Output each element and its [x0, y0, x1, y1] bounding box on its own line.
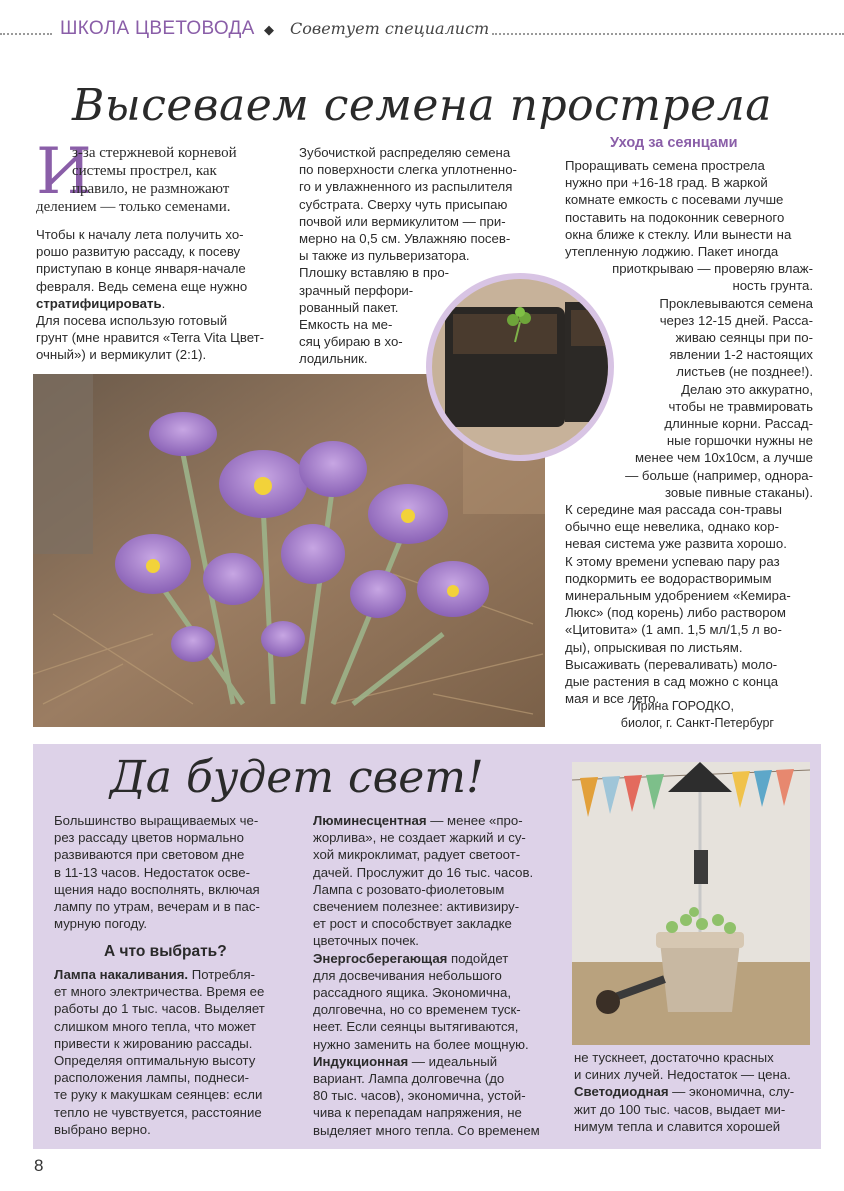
seedling-pot-photo [425, 272, 615, 462]
text-line: обычно еще невелика, однако кор- [565, 519, 779, 535]
text-line: по поверхности слегка уплотненно- [299, 162, 517, 178]
text-line: февраля. Ведь семена еще нужно [36, 278, 248, 294]
bold-term: Энергосберегающая [313, 950, 448, 966]
text-line: рованный пакет. [299, 299, 399, 315]
text-line: мурную погоду. [54, 916, 148, 932]
text-line: субстрата. Сверху чуть присыпаю [299, 196, 508, 212]
text-line: Плошку вставляю в про- [299, 265, 450, 281]
text-line: зовые пивные стаканы). [664, 484, 813, 500]
text-line: дые растения в сад можно с конца [565, 674, 779, 690]
text-line: — больше (например, однора- [625, 467, 813, 483]
text-line: вариант. Лампа долговечна (до [313, 1071, 505, 1087]
text-line: Люминесцентная — менее «про- [313, 813, 523, 828]
text-line: подкормить ее водорастворимым [565, 570, 772, 586]
text-line: живаю сеянцы при по- [675, 330, 813, 346]
text-line: Чтобы к началу лета получить хо- [36, 227, 244, 242]
text-line: Делаю это аккуратно, [681, 381, 813, 397]
author-name: Ирина ГОРОДКО, [631, 699, 734, 713]
section-title: ШКОЛА ЦВЕТОВОДА [60, 18, 255, 39]
text-line: работы до 1 тыс. часов. Выделяет [54, 1001, 265, 1017]
article1-lead-paragraph [36, 144, 286, 216]
text-line: менее чем 10х10см, а лучше [635, 450, 813, 466]
text-line: стратифицировать. [36, 295, 166, 311]
lamp-types-paragraph [313, 812, 555, 1139]
text-line: Светодиодная — экономична, слу- [574, 1084, 795, 1100]
text-line: очный») и вермикулит (2:1). [36, 347, 207, 363]
text-line: рассадного ящика. Экономична, [313, 985, 512, 1001]
text-line: Для посева использую готовый [36, 313, 228, 329]
text-line: системы прострел, как [72, 163, 217, 179]
text-line: К середине мая рассада сон-травы [565, 502, 783, 518]
text-line: для досвечивания небольшого [313, 967, 502, 983]
text-line: рез рассаду цветов нормально [54, 830, 244, 846]
text-line: зрачный перфори- [299, 282, 414, 298]
bold-term: Индукционная [313, 1053, 409, 1069]
text-line: выбрано верно. [54, 1121, 151, 1137]
text-line: рошо развитую рассаду, к посеву [36, 244, 241, 260]
text-line: нимум тепла и славится хорошей [574, 1118, 781, 1134]
bold-term: Люминесцентная [313, 813, 427, 828]
text-line: К этому времени успеваю пару раз [565, 553, 780, 569]
bold-term: Лампа накаливания. [54, 967, 189, 982]
text-line: комнате емкость с посевами лучше [565, 192, 784, 208]
article-title: Высеваем семена прострела [72, 80, 772, 131]
text-line: свечением полезнее: активизиру- [313, 899, 520, 915]
text-line: хой микроклимат, радует светоот- [313, 847, 521, 863]
text-line: Лампа с розовато-фиолетовым [313, 881, 505, 897]
text-line: минеральным удобрением «Кемира- [565, 588, 791, 604]
text-line: чтобы не травмировать [668, 398, 813, 414]
author-role: биолог, г. Санкт-Петербург [620, 716, 774, 730]
text-line: ет рост и способствует закладке [313, 916, 512, 932]
text-line: Высаживать (переваливать) моло- [565, 656, 778, 672]
text-line: лодильник. [299, 351, 368, 367]
text-line: невая система уже развита хорошо. [565, 536, 787, 552]
text-line: и синих лучей. Недостаток — цена. [574, 1067, 791, 1083]
text-line: го и увлажненного из распылителя [299, 179, 513, 195]
text-line: лампу по утрам, вечерам и в пас- [54, 899, 260, 915]
text-line: мая и все лето. [565, 691, 660, 707]
text-line: жит до 100 тыс. часов, выдает ми- [574, 1101, 786, 1117]
text-line: ные горшочки нужны не [666, 433, 813, 449]
text-line: явлении 1-2 настоящих [669, 347, 813, 363]
text-line: поставить на подоконник северного [565, 209, 785, 225]
text-line: долговечна, но со временем туск- [313, 1002, 521, 1018]
text-line: з-за стержневой корневой [72, 145, 237, 161]
text-line: длинные корни. Рассад- [664, 416, 813, 432]
text-line: Индукционная — идеальный [313, 1053, 498, 1069]
text-line: грунт (мне нравится «Terra Vita Цвет- [36, 330, 265, 346]
article1-subheading-care: Уход за сеянцами [610, 135, 738, 151]
text-line: приступаю в конце января-начале [36, 261, 246, 277]
text-line: «Цитовита» (1 амп. 1,5 мл/1,5 л во- [565, 622, 782, 638]
text-line: ность грунта. [732, 278, 813, 294]
bold-term: Светодиодная [574, 1084, 669, 1100]
text-line: Энергосберегающая подойдет [313, 950, 509, 966]
text-line: Зубочисткой распределяю семена [299, 145, 511, 160]
led-lamp-paragraph [574, 1049, 814, 1135]
text-line: 80 тыс. часов), экономична, устой- [313, 1088, 526, 1104]
text-line: приоткрываю — проверяю влаж- [612, 261, 813, 277]
page-number: 8 [34, 1156, 44, 1175]
text-line: правило, не размножают [72, 181, 230, 197]
header-separator: ◆ [264, 22, 274, 37]
text-line: нужно заменить на более мощную. [313, 1036, 529, 1052]
text-line: неет. Если сеянцы вытягиваются, [313, 1019, 519, 1035]
text-line: Определяя оптимальную высоту [54, 1053, 256, 1069]
grow-lamp-photo [572, 762, 810, 1045]
bold-term: стратифицировать [36, 295, 162, 311]
text-line: Лампа накаливания. Потребля- [54, 967, 255, 982]
text-line: Большинство выращиваемых че- [54, 813, 259, 828]
text-line: Люкс» (под корень) либо раствором [565, 605, 786, 621]
text-line: делением — только семенами. [36, 199, 231, 215]
header-rule-right [492, 33, 844, 35]
lighting-intro-paragraph [54, 812, 296, 932]
text-line: через 12-15 дней. Расса- [659, 312, 813, 328]
text-line: не тускнеет, достаточно красных [574, 1050, 774, 1065]
text-line: чива к перепадам напряжения, не [313, 1105, 522, 1121]
text-line: утепленную лоджию. Пакет иногда [565, 244, 779, 260]
text-line: слишком много тепла, что может [54, 1018, 256, 1034]
text-line: те руку к макушкам сеянцев: если [54, 1087, 263, 1103]
text-line: сяц убираю в хо- [299, 334, 403, 350]
text-line: ы также из пульверизатора. [299, 248, 470, 264]
section-subtitle: Советует специалист [290, 19, 490, 38]
text-line: ды), опрыскивая по листьям. [565, 639, 743, 655]
text-line: окна ближе к стеклу. Или вынести на [565, 226, 792, 242]
text-line: в 11-13 часов. Недостаток осве- [54, 864, 250, 880]
text-line: дачей. Прослужит до 16 тыс. часов. [313, 864, 534, 880]
author-signature [560, 698, 774, 732]
text-line: почвой или вермикулитом — при- [299, 213, 506, 229]
text-line: развиваются при световом дне [54, 847, 245, 863]
text-line: Проклевываются семена [659, 295, 813, 311]
text-line: Проращивать семена прострела [565, 158, 765, 173]
text-line: расположения лампы, поднеси- [54, 1070, 249, 1086]
text-line: привести к жированию рассады. [54, 1035, 253, 1051]
text-line: тепло не чувствуется, расстояние [54, 1104, 262, 1120]
drop-cap: И [36, 135, 92, 209]
text-line: жорлива», не создает жаркий и су- [313, 830, 526, 846]
text-line: выделяет много тепла. Со временем [313, 1122, 540, 1138]
lighting-subheading: А что выбрать? [104, 943, 227, 960]
header-rule-left [0, 33, 52, 35]
text-line: ет много электричества. Время ее [54, 984, 265, 1000]
article1-paragraph-sowing [36, 226, 288, 364]
text-line: нужно при +16-18 град. В жаркой [565, 175, 768, 191]
text-line: цветочных почек. [313, 933, 419, 949]
incandescent-lamp-paragraph [54, 966, 298, 1138]
text-line: листьев (не позднее!). [676, 364, 813, 380]
text-line: Емкость на ме- [299, 317, 393, 333]
text-line: мерно на 0,5 см. Увлажняю посев- [299, 231, 511, 247]
text-line: щения надо восполнять, включая [54, 881, 260, 897]
lighting-article-title: Да будет свет! [110, 752, 484, 803]
